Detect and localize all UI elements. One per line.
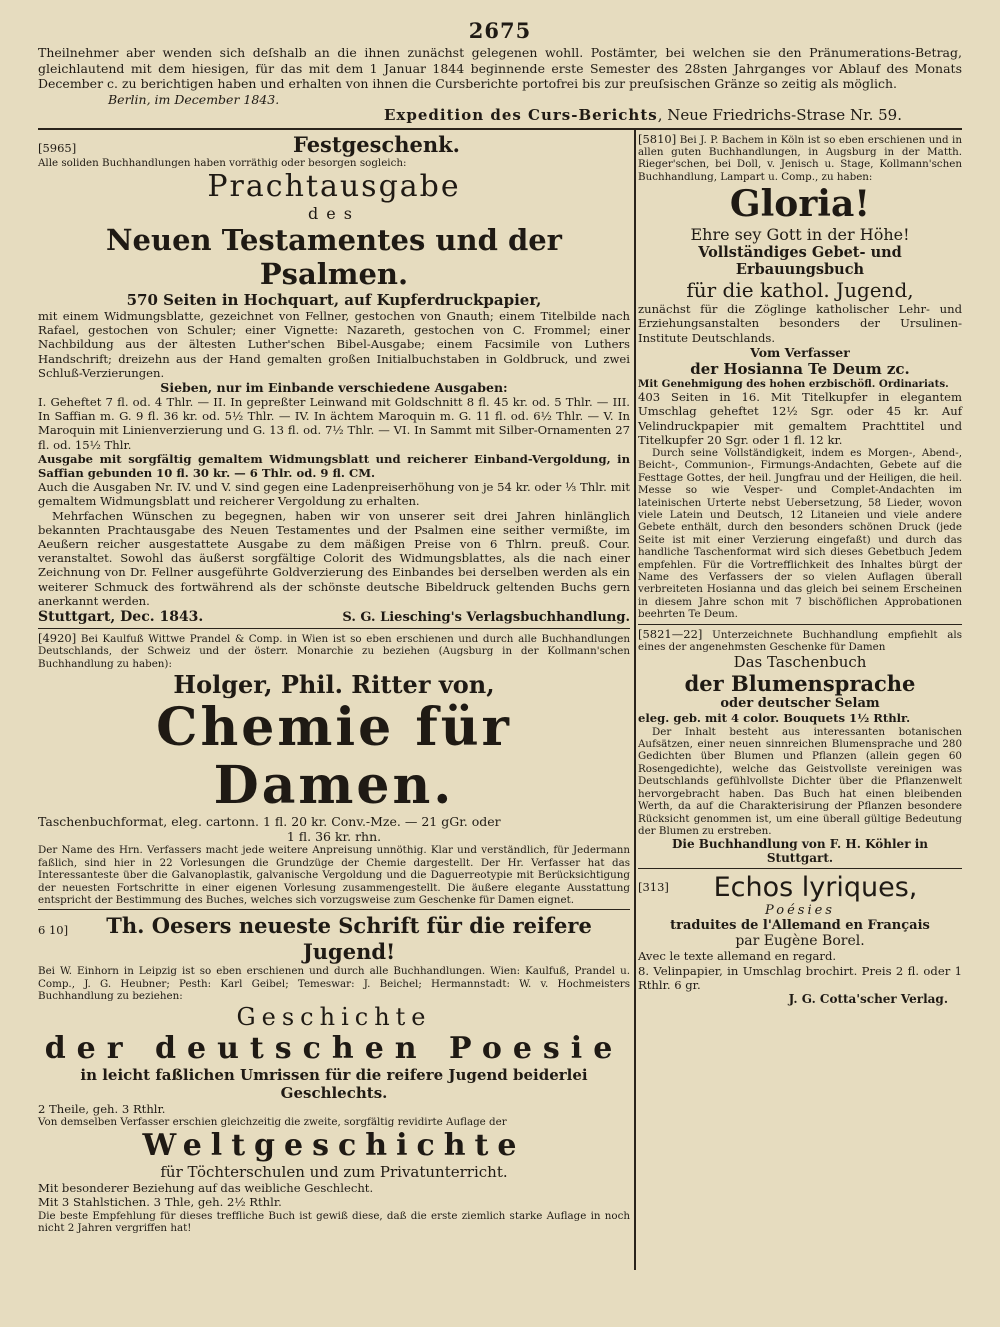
headline-poesie: der deutschen Poesie [44, 1030, 624, 1066]
approval: Mit Genehmigung des hohen erzbischöfl. Ordinariats. [638, 377, 949, 390]
ad-oeser [38, 913, 630, 1234]
headline-das-taschenbuch: Das Taschenbuch [733, 653, 867, 672]
headline-blumensprache: der Blumensprache [684, 671, 916, 697]
ad-publisher: J. G. Cotta'scher Verlag. [788, 991, 948, 1006]
left-column [38, 130, 630, 1235]
headline-weltgeschichte: Weltgeschichte [142, 1128, 526, 1164]
columns [38, 130, 962, 1270]
ad-chemie [38, 632, 630, 906]
ad-description: mit einem Widmungsblatte, gezeichnet von Fellner, gestochen von Gnauth; einem Titelbilde nach Rafael, gestochen von Schuler; einer Vignette: Nazareth, gestochen von C. Frommel; einer Nachbildung aus der ältesten Luther'schen Bibel-Ausgabe; einem Facsimile von Luthers Handschrift; dreizehn aus der Hand gemalten großen Initialbuchstaben in Goldbruck, und zwei Schluß-Verzierungen. [38, 308, 630, 380]
price-info: 403 Seiten in 16. Mit Titelkupfer in elegantem Umschlag geheftet 12½ Sgr. oder 45 kr. Auf Velindruckpapier mit gemaltem Prachttitel und Titelkupfer 20 Sgr. oder 1 fl. 12 kr. [638, 390, 962, 447]
subtitle-beziehung: Mit besonderer Beziehung auf das weibliche Geschlecht. [38, 1181, 374, 1196]
ad-intro: Bei Kaulfuß Wittwe Prandel & Comp. in Wien ist so eben erschienen und durch alle Buchhandlungen Deutschlands, der Schweiz und der österr. Monarchie zu beziehen (Augsburg in der Kollmann'schen Buchhandlung zu haben): [38, 632, 630, 670]
expedition-address: , Neue Friedrichs-Strase Nr. 59. [657, 106, 902, 124]
headline-des: des [308, 203, 360, 223]
second-edition-note: Von demselben Verfasser erschien gleichzeitig die zweite, sorgfältig revidirte Auflage der [38, 1115, 507, 1128]
headline-chemie: Chemie für Damen. [156, 697, 512, 817]
ad-echos-lyriques [638, 872, 962, 1006]
ad-intro: Unterzeichnete Buchhandlung empfiehlt als eines der angenehmsten Geschenke für Damen [638, 628, 962, 654]
top-notice [38, 45, 962, 124]
editions-list: I. Geheftet 7 fl. od. 4 Thlr. — II. In gepreßter Leinwand mit Goldschnitt 8 fl. 45 kr. od. 5 Thlr. — III. In Saffian m. G. 9 fl. 36 kr. od. 5½ Thlr. — IV. In ächtem Maroquin m. G. 11 fl. od. 6½ Thlr. — V. In Maroquin mit Linienverzierung und G. 13 fl. od. 7½ Thlr. — VI. In Sammt mit Silber-Ornamenten 27 fl. od. 15½ Thlr. [38, 394, 630, 452]
special-edition: Ausgabe mit sorgfältig gemaltem Widmungsblatt und reicherer Einband-Vergoldung, in Saffian gebunden 10 fl. 30 kr. — 6 Thlr. od. 9 fl. CM. [38, 451, 630, 480]
rule [638, 624, 962, 625]
ad-festgeschenk [38, 132, 630, 625]
subtitle-toechterschulen: für Töchterschulen und zum Privatunterricht. [160, 1163, 508, 1182]
pages-info: 570 Seiten in Hochquart, auf Kupferdruckpapier, [126, 290, 542, 309]
top-signature [38, 108, 962, 124]
author-name: Holger, Phil. Ritter von, [173, 670, 495, 700]
column-divider [634, 130, 636, 1270]
ad-intro: Bei W. Einhorn in Leipzig ist so eben erschienen und durch alle Buchhandlungen. Wien: Kaulfuß, Prandel u. Comp., J. G. Heubner; Pesth: Karl Geibel; Temeswar: J. Beichel; Hermannstadt: W. v. Hochmeisters Buchhandlung zu beziehen: [38, 965, 630, 1003]
headline-echos: Echos lyriques, [713, 872, 918, 904]
steel-engravings-price: Mit 3 Stahlstichen. 3 Thle, geh. 2½ Rthlr. [38, 1195, 282, 1210]
page-number: 2675 [468, 18, 532, 43]
subtitle-poesies: Poésies [765, 903, 835, 919]
ad-publisher: S. G. Liesching's Verlagsbuchhandlung. [342, 609, 630, 625]
top-notice-text: Theilnehmer aber wenden sich deſshalb an die ihnen zunächst gelegenen wohll. Postämter, bei welchen sie den Pränumerations-Betrag, gleichlautend mit dem hiesigen, für das mit dem 1 Januar 1844 beginnende erste Semester des 28sten Jahrganges vor Ablauf des Monats December c. zu berichtigen haben und erhalten von ihnen die Cursberichte portofrei bis zur preuſsischen Gränze so zeitig als möglich. [38, 45, 962, 91]
ad-id: [4920] [38, 630, 77, 645]
rule [38, 628, 630, 629]
right-column [638, 130, 962, 1006]
ad-signature: Die Buchhandlung von F. H. Köhler in Stuttgart. [672, 837, 928, 866]
translator: par Eugène Borel. [735, 933, 865, 950]
ad-id: [5821—22] [638, 626, 703, 641]
ad-body: Mehrfachen Wünschen zu begegnen, haben wir von unserer seit drei Jahren hinlänglich bekannten Prachtausgabe des Neuen Testamentes und der Psalmen eine seither vermißte, im Aeußern reicher ausgestattete Ausgabe zu dem mäßigen Preise von 6 Thlrn. preuß. Cour. veranstaltet. Sowohl das äußerst sorgfältige Colorit des Widmungsblattes, als die nach einer Zeichnung von Dr. Fellner ausgeführte Goldverzierung des Einbandes bei derselben werden als ein weiterer Schmuck des fortwährend als der schönste deutsche Bibeldruck geltenden Buchs gern anerkannt werden. [38, 508, 630, 608]
subtitle-traduites: traduites de l'Allemand en Français [670, 918, 930, 934]
ad-title-text: Th. Oesers neueste Schrift für die reifere Jugend! [106, 913, 592, 965]
editions-heading: Sieben, nur im Einbande verschiedene Ausgaben: [160, 379, 508, 395]
ad-body: Der Inhalt besteht aus interessanten botanischen Aufsätzen, einer neuen sinnreichen Blumensprache und 280 Gedichten über Blumen und Pflanzen (allein gegen 60 Rosengedichte), welche das Geistvollste vereinigen was Deutschlands gefühlvollste Dichter über die Pflanzenwelt hervorgebracht haben. Das Buch hat einen bleibenden Werth, da auf die Charakterisirung der Pflanzen besondere Rücksicht genommen ist, um eine überall gültige Bedeutung der Blumen zu erstreben. [638, 725, 962, 837]
ad-intro: Alle soliden Buchhandlungen haben vorräthig oder besorgen sogleich: [38, 156, 407, 169]
top-dateline: Berlin, im December 1843. [108, 91, 280, 107]
price-info: 8. Velinpapier, in Umschlag brochirt. Preis 2 fl. oder 1 Rthlr. 6 gr. [638, 963, 962, 992]
subtitle-jugend: für die kathol. Jugend, [686, 278, 914, 303]
ad-blumensprache [638, 628, 962, 866]
ad-body: Durch seine Vollständigkeit, indem es Morgen-, Abend-, Beicht-, Communion-, Firmungs-Andachten, Gebete auf die Festtage Gottes, der heil. Jungfrau und der Heiligen, die heil. Messe so wie Vesper- und Complet-Andachten im lateinischen Urterte nebst Uebersetzung, 58 Lieder, wovon viele Latein und Deutsch, 12 Litaneien und viele andere Gebete enthält, durch den besonders schönen Druck (jede Seite ist mit einer Verzierung eingefaßt) und durch das handliche Taschenformat wird sich dieses Gebetbuch Jedem empfehlen. Für die Vortrefflichkeit des Inhaltes bürgt der Name des Verfassers der so vielen Auflagen überall verbreiteten Hosianna und das gleich bei seinem Erscheinen in diesem Jahre schon mit 7 bischöflichen Approbationen beehrten Te Deum. [638, 446, 962, 621]
subtitle-gebetbuch: Vollständiges Gebet- und Erbauungsbuch [698, 244, 902, 279]
ad-id: [313] [638, 880, 669, 895]
ad-id: 6 10] [38, 923, 69, 938]
subtitle-umrisse: in leicht faßlichen Umrissen für die reifere Jugend beiderlei Geschlechts. [80, 1065, 588, 1102]
target-audience: zunächst für die Zöglinge katholischer Lehr- und Erziehungsanstalten besonders der Ursulinen-Institute Deutschlands. [638, 302, 962, 345]
german-text-note: Avec le texte allemand en regard. [638, 949, 837, 964]
headline-gloria: Gloria! [729, 183, 871, 226]
ad-gloria [638, 133, 962, 621]
rule [638, 868, 962, 869]
ad-place: Stuttgart, Dec. 1843. [38, 608, 204, 625]
ad-body: Der Name des Hrn. Verfassers macht jede weitere Anpreisung unnöthig. Klar und verständlich, für Jedermann faßlich, sind hier in 22 Vorlesungen die Grundzüge der Chemie dargestellt. Der Hr. Verfasser hat das Interessanteste über die Galvanoplastik, galvanische Vergoldung und die Daguerreotypie mit Berücksichtigung der neuesten Fortschritte in einer eigenen Vorlesung zusammengestellt. Die äußere elegante Ausstattung entspricht der Bestimmung des Buches, welches sich vorzugsweise zum Geschenke für Damen eignet. [38, 844, 630, 907]
format-price: 1 fl. 36 kr. rhn. [286, 829, 382, 845]
recommendation: Die beste Empfehlung für dieses treffliche Buch ist gewiß diese, daß die erste ziemlich starke Auflage in noch nicht 2 Jahren vergriffen hat! [38, 1209, 630, 1235]
format-line: Taschenbuchformat, eleg. cartonn. 1 fl. 20 kr. Conv.-Mze. — 21 gGr. oder [38, 814, 501, 830]
ad-id: [5965] [38, 140, 77, 155]
expedition-name: Expedition des Curs-Berichts [383, 106, 658, 124]
edition-note: Auch die Ausgaben Nr. IV. und V. sind gegen eine Ladenpreiserhöhung von je 54 kr. oder ⅓ Thlr. mit gemaltem Widmungsblatt und reicherer Vergoldung zu erhalten. [38, 480, 630, 509]
subtitle-selam: oder deutscher Selam [720, 696, 880, 712]
headline-neuen-testamentes: Neuen Testamentes und der Psalmen. [106, 222, 562, 291]
by-author: Vom Verfasser [750, 344, 850, 360]
ad-title [38, 913, 630, 965]
headline-geschichte: Geschichte [236, 1002, 432, 1031]
author-works: der Hosianna Te Deum zc. [690, 359, 910, 378]
ad-intro: Bei J. P. Bachem in Köln ist so eben erschienen und in allen guten Buchhandlungen, in Augsburg in der Matth. Rieger'schen, bei Doll, v. Jenisch u. Stage, Kollmann'schen Buchhandlung, Lampart u. Comp., zu haben: [638, 133, 962, 183]
motto: Ehre sey Gott in der Höhe! [690, 225, 910, 245]
headline-prachtausgabe: Prachtausgabe [207, 168, 461, 204]
ad-id: [5810] [638, 131, 677, 146]
ad-title: Festgeschenk. [292, 131, 460, 157]
volumes-price: 2 Theile, geh. 3 Rthlr. [38, 1101, 166, 1116]
rule [38, 909, 630, 910]
price-info: eleg. geb. mit 4 color. Bouquets 1½ Rthlr. [638, 711, 911, 726]
